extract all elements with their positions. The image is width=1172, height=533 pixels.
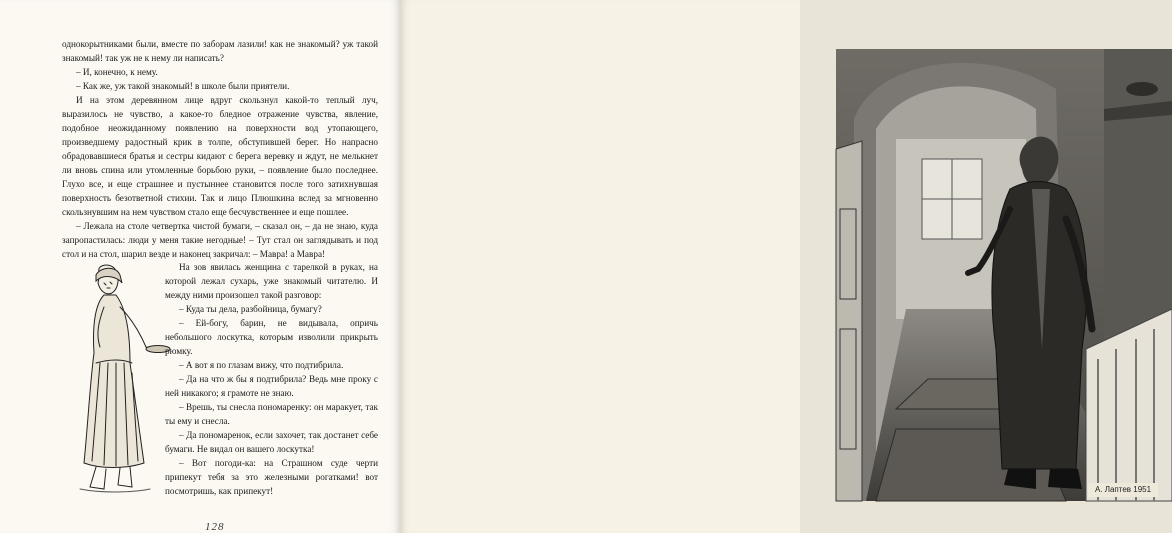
plyushkin-illustration: [836, 49, 1172, 501]
paragraph: – И, конечно, к нему.: [76, 67, 158, 77]
left-page: [0, 0, 400, 533]
paragraph: – Куда ты дела, разбойница, бумагу?: [179, 304, 322, 314]
text-block-dialogue: [165, 260, 378, 498]
paragraph: – Да на что ж бы я подтибрила? Ведь мне проку с ней никакого; я грамоте не знаю.: [165, 374, 378, 398]
paragraph: – Вот погоди-ка: на Страшном суде черти припекут тебя за это железными рогатками! вот посмотришь, как припекут!: [165, 458, 378, 496]
paragraph: – Лежала на столе четвертка чистой бумаги, – сказал он, – да не знаю, куда запропастилась: люди у меня такие негодные! – Тут стал он заглядывать и под стол и на стол, шарил везде и наконец закричал: – Мавра! а Мавра!: [62, 221, 378, 259]
paragraph: однокорытниками были, вместе по заборам лазили! как не знакомый? уж такой знакомый! так уж не к нему ли написать?: [62, 39, 378, 63]
paragraph: – А вот я по глазам вижу, что подтибрила.: [179, 360, 344, 370]
paragraph: – Да пономаренок, если захочет, так достанет себе бумаги. Не видал он вашего лоскутка!: [165, 430, 378, 454]
paragraph: На зов явилась женщина с тарелкой в руках, на которой лежал сухарь, уже знакомый читателю. И между ними произошел такой разговор:: [165, 262, 378, 300]
paragraph: И на этом деревянном лице вдруг скользнул какой-то теплый луч, выразилось не чувство, а какое-то бледное отражение чувства, явление, подобное неожиданному появлению на поверхности вод утопающего, произведшему радостный крик в толпе, обступившей берег. Но напрасно обрадовавшиеся братья и сестры кидают с берега веревку и ждут, не мелькнет ли вновь спина или утомленные борьбою руки, – появление было последнее. Глухо все, и еще страшнее и пустыннее становится после того затихнувшая поверхность безответной стихии. Так и лицо Плюшкина вслед за мгновенно скользнувшим на нем чувством стало еще бесчувственнее и еще пошлее.: [62, 95, 378, 217]
paragraph: – Как же, уж такой знакомый! в школе были приятели.: [76, 81, 290, 91]
right-page: [400, 0, 1152, 533]
artist-signature: А. Лаптев 1951: [1088, 483, 1158, 497]
page-number: 128: [205, 521, 225, 533]
paragraph: – Ей-богу, барин, не видывала, опричь небольшого лоскутка, которым изволили прикрыть рюмку.: [165, 318, 378, 356]
paragraph: – Врешь, ты снесла пономаренку: он маракует, так ты ему и снесла.: [165, 402, 378, 426]
text-block-top: [62, 37, 378, 261]
maid-illustration: [60, 263, 170, 495]
